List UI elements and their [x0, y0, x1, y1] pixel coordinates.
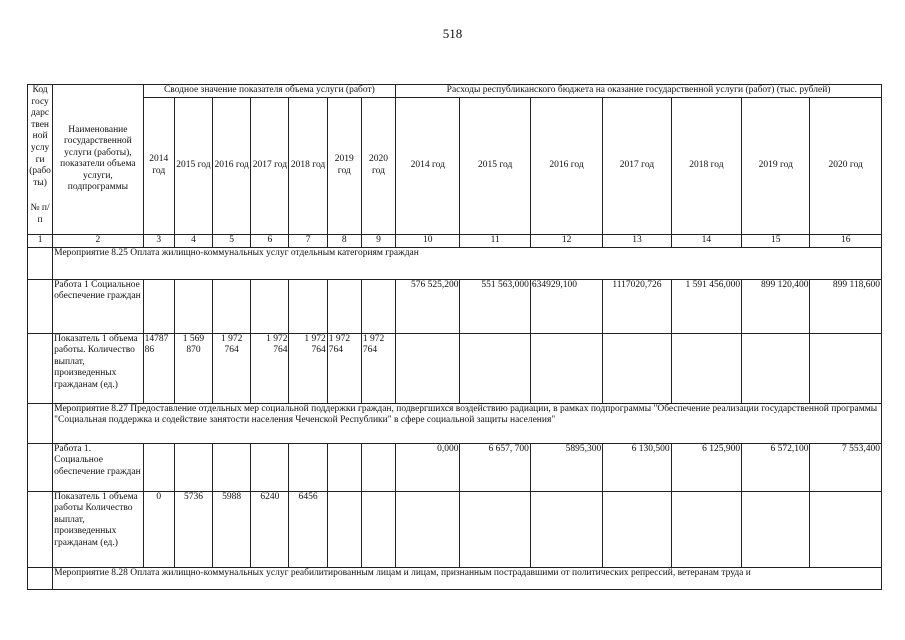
- work-name: Работа 1. Социальное обеспечение граждан: [53, 443, 144, 491]
- volume-value: 1478786: [143, 333, 174, 403]
- empty-cell: [742, 491, 810, 567]
- empty-cell: [213, 279, 251, 333]
- col-number: 4: [174, 234, 212, 247]
- empty-cell: [28, 333, 53, 403]
- budget-value: 5895,300: [530, 443, 602, 491]
- section-code-cell: [28, 247, 53, 279]
- col-number: 3: [143, 234, 174, 247]
- budget-year: 2014 год: [396, 97, 460, 234]
- section-title-row: [28, 567, 882, 589]
- indicator-name: Показатель 1 объема работы. Количество выплат, произведенных гражданам (ед.): [53, 333, 144, 403]
- budget-value: 634929,100: [530, 279, 602, 333]
- budget-year: 2020 год: [810, 97, 882, 234]
- empty-cell: [213, 443, 251, 491]
- budget-value: 0,000: [396, 443, 460, 491]
- col-number: 7: [289, 234, 327, 247]
- col-number: 12: [530, 234, 602, 247]
- empty-cell: [603, 491, 671, 567]
- empty-cell: [396, 491, 460, 567]
- budget-value: 6 125,900: [671, 443, 741, 491]
- empty-cell: [251, 443, 289, 491]
- section-code-cell: [28, 567, 53, 589]
- volume-value: 1 972 764: [327, 333, 361, 403]
- empty-cell: [671, 491, 741, 567]
- volume-value: 0: [143, 491, 174, 567]
- empty-cell: [530, 491, 602, 567]
- budget-value: 1117020,726: [603, 279, 671, 333]
- budget-group-header: Расходы республиканского бюджета на оказание государственной услуги (работ) (тыс. рублей): [396, 85, 882, 98]
- col-number: 5: [213, 234, 251, 247]
- work-row: [28, 279, 882, 333]
- volume-value: 1 972 764: [361, 333, 395, 403]
- col-number: 16: [810, 234, 882, 247]
- budget-year: 2015 год: [460, 97, 530, 234]
- budget-value: 899 118,600: [810, 279, 882, 333]
- volume-year: 2016 год: [213, 97, 251, 234]
- section-title: Мероприятие 8.28 Оплата жилищно-коммунальных услуг реабилитированным лицам и лицам, признанным пострадавшими от политических репрессий, ветеранам труда и: [53, 567, 882, 589]
- col-number: 6: [251, 234, 289, 247]
- volume-year: 2019 год: [327, 97, 361, 234]
- section-code-cell: [28, 403, 53, 443]
- empty-cell: [28, 279, 53, 333]
- empty-cell: [327, 443, 361, 491]
- page-number: 518: [442, 26, 463, 41]
- empty-cell: [174, 279, 212, 333]
- empty-cell: [143, 279, 174, 333]
- volume-value: 1 569 870: [174, 333, 212, 403]
- empty-cell: [174, 443, 212, 491]
- volume-year: 2018 год: [289, 97, 327, 234]
- empty-cell: [28, 491, 53, 567]
- code-no-label: № п/п: [30, 203, 50, 225]
- volume-value: 5736: [174, 491, 212, 567]
- budget-value: 7 553,400: [810, 443, 882, 491]
- code-label: Код госу дарс твен ной услу ги (рабо ты): [29, 85, 51, 188]
- empty-cell: [327, 279, 361, 333]
- budget-value: 551 563,000: [460, 279, 530, 333]
- header-years-row: [28, 97, 882, 234]
- empty-cell: [143, 443, 174, 491]
- col-number: 11: [460, 234, 530, 247]
- col-number: 13: [603, 234, 671, 247]
- volume-value: 6456: [289, 491, 327, 567]
- budget-value: 576 525,200: [396, 279, 460, 333]
- volume-value: 1 972 764: [251, 333, 289, 403]
- volume-year: 2020 год: [361, 97, 395, 234]
- col-number: 1: [28, 234, 53, 247]
- empty-cell: [361, 443, 395, 491]
- budget-value: 6 572,100: [742, 443, 810, 491]
- volume-value: 5988: [213, 491, 251, 567]
- empty-cell: [289, 279, 327, 333]
- volume-year: 2015 год: [174, 97, 212, 234]
- code-header: [28, 85, 53, 235]
- indicator-row: [28, 491, 882, 567]
- budget-year: 2017 год: [603, 97, 671, 234]
- section-title-row: [28, 403, 882, 443]
- section-title: Мероприятие 8.27 Предоставление отдельных мер социальной поддержки граждан, подвергшихся воздействию радиации, в рамках подпрограммы "Обеспечение реализации государственной программы "Социальная поддержка и содействие занятости населения Чеченской Республики" в сфере социальной защиты населения": [53, 403, 882, 443]
- indicator-row: [28, 333, 882, 403]
- work-row: [28, 443, 882, 491]
- volume-value: 1 972 764: [213, 333, 251, 403]
- empty-cell: [742, 333, 810, 403]
- budget-value: 899 120,400: [742, 279, 810, 333]
- empty-cell: [530, 333, 602, 403]
- budget-value: 6 657, 700: [460, 443, 530, 491]
- volume-value: [361, 491, 395, 567]
- budget-value: 6 130,500: [603, 443, 671, 491]
- section-title-row: [28, 247, 882, 279]
- empty-cell: [361, 279, 395, 333]
- budget-year: 2018 год: [671, 97, 741, 234]
- col-number: 8: [327, 234, 361, 247]
- budget-value: 1 591 456,000: [671, 279, 741, 333]
- header-group-row: [28, 85, 882, 98]
- name-header: Наименование государственной услуги (работы), показатели объема услуги, подпрограммы: [53, 85, 144, 235]
- indicator-name: Показатель 1 объема работы Количество выплат, произведенных гражданам (ед.): [53, 491, 144, 567]
- column-number-row: [28, 234, 882, 247]
- empty-cell: [810, 491, 882, 567]
- col-number: 9: [361, 234, 395, 247]
- empty-cell: [28, 443, 53, 491]
- work-name: Работа 1 Социальное обеспечение граждан: [53, 279, 144, 333]
- volume-group-header: Сводное значение показателя объема услуги (работ): [143, 85, 395, 98]
- budget-year: 2016 год: [530, 97, 602, 234]
- budget-year: 2019 год: [742, 97, 810, 234]
- col-number: 2: [53, 234, 144, 247]
- empty-cell: [810, 333, 882, 403]
- empty-cell: [671, 333, 741, 403]
- volume-year: 2014 год: [143, 97, 174, 234]
- empty-cell: [460, 491, 530, 567]
- col-number: 10: [396, 234, 460, 247]
- section-title: Мероприятие 8.25 Оплата жилищно-коммунальных услуг отдельным категориям граждан: [53, 247, 882, 279]
- empty-cell: [251, 279, 289, 333]
- volume-value: [327, 491, 361, 567]
- col-number: 15: [742, 234, 810, 247]
- empty-cell: [396, 333, 460, 403]
- col-number: 14: [671, 234, 741, 247]
- volume-value: 6240: [251, 491, 289, 567]
- budget-table: [27, 84, 882, 590]
- empty-cell: [460, 333, 530, 403]
- empty-cell: [603, 333, 671, 403]
- volume-year: 2017 год: [251, 97, 289, 234]
- empty-cell: [289, 443, 327, 491]
- volume-value: 1 972 764: [289, 333, 327, 403]
